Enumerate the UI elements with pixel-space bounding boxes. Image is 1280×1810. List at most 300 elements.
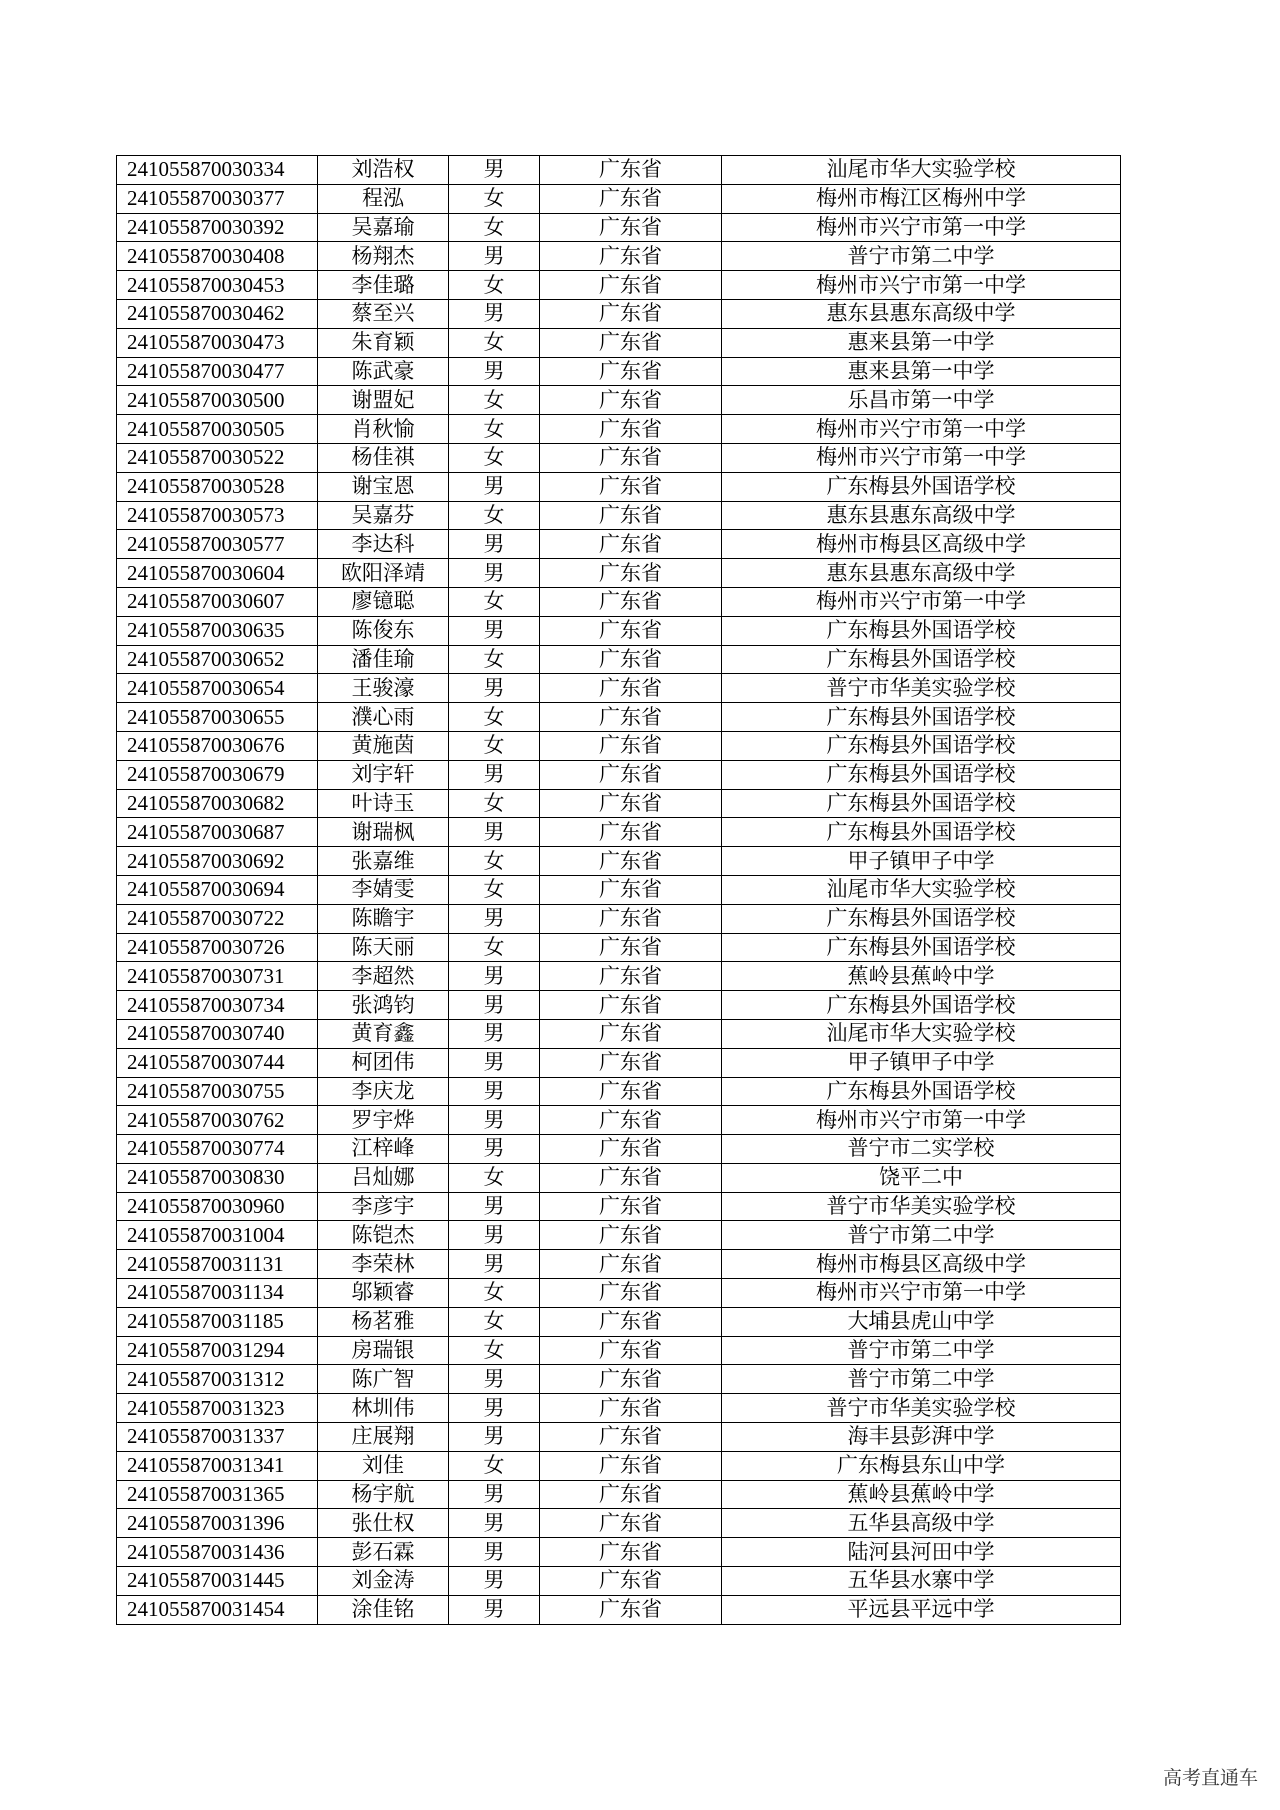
gender-cell: 女: [449, 501, 540, 530]
gender-cell: 男: [449, 357, 540, 386]
name-cell: 江梓峰: [318, 1135, 449, 1164]
gender-cell: 女: [449, 328, 540, 357]
name-cell: 庄展翔: [318, 1423, 449, 1452]
name-cell: 肖秋愉: [318, 415, 449, 444]
table-row: [117, 731, 1121, 760]
candidate-id-cell: 241055870030726: [117, 933, 318, 962]
gender-cell: 男: [449, 1019, 540, 1048]
gender-cell: 女: [449, 847, 540, 876]
candidate-id-cell: 241055870030505: [117, 415, 318, 444]
school-cell: 普宁市二实学校: [722, 1135, 1121, 1164]
gender-cell: 男: [449, 530, 540, 559]
gender-cell: 女: [449, 386, 540, 415]
school-cell: 梅州市兴宁市第一中学: [722, 415, 1121, 444]
table-row: [117, 501, 1121, 530]
school-cell: 汕尾市华大实验学校: [722, 1019, 1121, 1048]
name-cell: 李庆龙: [318, 1077, 449, 1106]
candidate-id-cell: 241055870030392: [117, 213, 318, 242]
candidate-id-cell: 241055870030477: [117, 357, 318, 386]
name-cell: 杨佳祺: [318, 443, 449, 472]
gender-cell: 男: [449, 1192, 540, 1221]
name-cell: 杨宇航: [318, 1480, 449, 1509]
table-row: [117, 703, 1121, 732]
candidate-id-cell: 241055870030676: [117, 731, 318, 760]
name-cell: 陈天丽: [318, 933, 449, 962]
candidate-id-cell: 241055870030408: [117, 242, 318, 271]
province-cell: 广东省: [540, 1509, 722, 1538]
table-row: [117, 645, 1121, 674]
school-cell: 梅州市兴宁市第一中学: [722, 1279, 1121, 1308]
gender-cell: 男: [449, 1106, 540, 1135]
candidate-id-cell: 241055870031341: [117, 1451, 318, 1480]
table-row: [117, 789, 1121, 818]
province-cell: 广东省: [540, 415, 722, 444]
province-cell: 广东省: [540, 933, 722, 962]
table-row: [117, 1192, 1121, 1221]
school-cell: 广东梅县外国语学校: [722, 818, 1121, 847]
gender-cell: 女: [449, 703, 540, 732]
gender-cell: 女: [449, 1279, 540, 1308]
candidate-id-cell: 241055870030960: [117, 1192, 318, 1221]
table-row: [117, 1307, 1121, 1336]
name-cell: 张仕权: [318, 1509, 449, 1538]
name-cell: 张鸿钧: [318, 991, 449, 1020]
table-row: [117, 904, 1121, 933]
school-cell: 广东梅县外国语学校: [722, 703, 1121, 732]
name-cell: 房瑞银: [318, 1336, 449, 1365]
gender-cell: 男: [449, 1394, 540, 1423]
school-cell: 广东梅县外国语学校: [722, 731, 1121, 760]
table-row: [117, 991, 1121, 1020]
gender-cell: 男: [449, 1423, 540, 1452]
name-cell: 刘浩权: [318, 156, 449, 185]
name-cell: 李婧雯: [318, 875, 449, 904]
school-cell: 五华县高级中学: [722, 1509, 1121, 1538]
candidate-id-cell: 241055870031337: [117, 1423, 318, 1452]
gender-cell: 男: [449, 1480, 540, 1509]
province-cell: 广东省: [540, 1480, 722, 1509]
province-cell: 广东省: [540, 1451, 722, 1480]
gender-cell: 女: [449, 1307, 540, 1336]
name-cell: 邬颖睿: [318, 1279, 449, 1308]
table-row: [117, 156, 1121, 185]
candidate-id-cell: 241055870030334: [117, 156, 318, 185]
province-cell: 广东省: [540, 789, 722, 818]
candidate-id-cell: 241055870030755: [117, 1077, 318, 1106]
province-cell: 广东省: [540, 1163, 722, 1192]
candidate-id-cell: 241055870030762: [117, 1106, 318, 1135]
name-cell: 陈瞻宇: [318, 904, 449, 933]
gender-cell: 男: [449, 1595, 540, 1624]
school-cell: 惠来县第一中学: [722, 328, 1121, 357]
table-row: [117, 1451, 1121, 1480]
table-row: [117, 587, 1121, 616]
name-cell: 谢宝恩: [318, 472, 449, 501]
school-cell: 广东梅县外国语学校: [722, 472, 1121, 501]
name-cell: 陈武豪: [318, 357, 449, 386]
gender-cell: 男: [449, 156, 540, 185]
gender-cell: 男: [449, 904, 540, 933]
gender-cell: 女: [449, 443, 540, 472]
school-cell: 广东梅县外国语学校: [722, 991, 1121, 1020]
school-cell: 普宁市华美实验学校: [722, 674, 1121, 703]
table-row: [117, 818, 1121, 847]
gender-cell: 男: [449, 818, 540, 847]
name-cell: 彭石霖: [318, 1538, 449, 1567]
table-row: [117, 386, 1121, 415]
candidate-id-cell: 241055870031445: [117, 1567, 318, 1596]
school-cell: 梅州市兴宁市第一中学: [722, 271, 1121, 300]
name-cell: 杨茗雅: [318, 1307, 449, 1336]
name-cell: 刘宇轩: [318, 760, 449, 789]
school-cell: 广东梅县外国语学校: [722, 645, 1121, 674]
table-row: [117, 415, 1121, 444]
candidate-id-cell: 241055870030377: [117, 184, 318, 213]
province-cell: 广东省: [540, 1279, 722, 1308]
table-row: [117, 559, 1121, 588]
school-cell: 普宁市第二中学: [722, 1336, 1121, 1365]
school-cell: 惠东县惠东高级中学: [722, 501, 1121, 530]
candidate-id-cell: 241055870031134: [117, 1279, 318, 1308]
school-cell: 蕉岭县蕉岭中学: [722, 1480, 1121, 1509]
province-cell: 广东省: [540, 1336, 722, 1365]
name-cell: 谢盟妃: [318, 386, 449, 415]
gender-cell: 女: [449, 184, 540, 213]
province-cell: 广东省: [540, 818, 722, 847]
name-cell: 吕灿娜: [318, 1163, 449, 1192]
table-row: [117, 299, 1121, 328]
name-cell: 朱育颖: [318, 328, 449, 357]
province-cell: 广东省: [540, 674, 722, 703]
table-row: [117, 1567, 1121, 1596]
province-cell: 广东省: [540, 1221, 722, 1250]
province-cell: 广东省: [540, 904, 722, 933]
table-row: [117, 184, 1121, 213]
candidate-id-cell: 241055870030607: [117, 587, 318, 616]
candidate-id-cell: 241055870030740: [117, 1019, 318, 1048]
candidate-id-cell: 241055870030473: [117, 328, 318, 357]
province-cell: 广东省: [540, 271, 722, 300]
province-cell: 广东省: [540, 1106, 722, 1135]
province-cell: 广东省: [540, 1567, 722, 1596]
province-cell: 广东省: [540, 1019, 722, 1048]
gender-cell: 女: [449, 271, 540, 300]
table-row: [117, 357, 1121, 386]
province-cell: 广东省: [540, 703, 722, 732]
table-row: [117, 760, 1121, 789]
table-row: [117, 1365, 1121, 1394]
name-cell: 刘金涛: [318, 1567, 449, 1596]
candidate-id-cell: 241055870031365: [117, 1480, 318, 1509]
candidate-id-cell: 241055870030528: [117, 472, 318, 501]
name-cell: 濮心雨: [318, 703, 449, 732]
candidate-id-cell: 241055870030573: [117, 501, 318, 530]
province-cell: 广东省: [540, 386, 722, 415]
watermark-text: 高考直通车: [1162, 1767, 1258, 1789]
candidate-id-cell: 241055870030604: [117, 559, 318, 588]
table-row: [117, 1423, 1121, 1452]
school-cell: 梅州市兴宁市第一中学: [722, 213, 1121, 242]
school-cell: 梅州市梅县区高级中学: [722, 530, 1121, 559]
name-cell: 陈俊东: [318, 616, 449, 645]
province-cell: 广东省: [540, 501, 722, 530]
candidate-id-cell: 241055870030654: [117, 674, 318, 703]
candidate-id-cell: 241055870031396: [117, 1509, 318, 1538]
province-cell: 广东省: [540, 357, 722, 386]
candidate-id-cell: 241055870030734: [117, 991, 318, 1020]
name-cell: 黄育鑫: [318, 1019, 449, 1048]
school-cell: 甲子镇甲子中学: [722, 847, 1121, 876]
province-cell: 广东省: [540, 242, 722, 271]
candidate-id-cell: 241055870030679: [117, 760, 318, 789]
gender-cell: 男: [449, 1509, 540, 1538]
table-row: [117, 875, 1121, 904]
gender-cell: 男: [449, 991, 540, 1020]
school-cell: 普宁市华美实验学校: [722, 1192, 1121, 1221]
gender-cell: 男: [449, 1221, 540, 1250]
candidate-id-cell: 241055870030577: [117, 530, 318, 559]
province-cell: 广东省: [540, 847, 722, 876]
table-row: [117, 1135, 1121, 1164]
gender-cell: 男: [449, 1077, 540, 1106]
gender-cell: 男: [449, 674, 540, 703]
candidate-id-cell: 241055870030731: [117, 962, 318, 991]
province-cell: 广东省: [540, 559, 722, 588]
school-cell: 惠东县惠东高级中学: [722, 299, 1121, 328]
name-cell: 杨翔杰: [318, 242, 449, 271]
school-cell: 平远县平远中学: [722, 1595, 1121, 1624]
candidate-id-cell: 241055870031454: [117, 1595, 318, 1624]
table-row: [117, 271, 1121, 300]
school-cell: 乐昌市第一中学: [722, 386, 1121, 415]
school-cell: 普宁市第二中学: [722, 1221, 1121, 1250]
candidate-id-cell: 241055870030522: [117, 443, 318, 472]
candidate-id-cell: 241055870030830: [117, 1163, 318, 1192]
province-cell: 广东省: [540, 472, 722, 501]
gender-cell: 女: [449, 1163, 540, 1192]
table-row: [117, 1048, 1121, 1077]
province-cell: 广东省: [540, 1538, 722, 1567]
province-cell: 广东省: [540, 1365, 722, 1394]
gender-cell: 女: [449, 645, 540, 674]
province-cell: 广东省: [540, 760, 722, 789]
candidate-id-cell: 241055870030694: [117, 875, 318, 904]
candidate-id-cell: 241055870031436: [117, 1538, 318, 1567]
province-cell: 广东省: [540, 1394, 722, 1423]
table-row: [117, 1250, 1121, 1279]
candidate-id-cell: 241055870031185: [117, 1307, 318, 1336]
table-row: [117, 1509, 1121, 1538]
name-cell: 李彦宇: [318, 1192, 449, 1221]
school-cell: 大埔县虎山中学: [722, 1307, 1121, 1336]
table-row: [117, 1394, 1121, 1423]
school-cell: 惠东县惠东高级中学: [722, 559, 1121, 588]
name-cell: 程泓: [318, 184, 449, 213]
school-cell: 广东梅县外国语学校: [722, 1077, 1121, 1106]
gender-cell: 男: [449, 962, 540, 991]
candidate-id-cell: 241055870030453: [117, 271, 318, 300]
candidate-id-cell: 241055870030774: [117, 1135, 318, 1164]
province-cell: 广东省: [540, 1250, 722, 1279]
table-row: [117, 1595, 1121, 1624]
school-cell: 广东梅县外国语学校: [722, 933, 1121, 962]
school-cell: 普宁市第二中学: [722, 242, 1121, 271]
gender-cell: 女: [449, 875, 540, 904]
province-cell: 广东省: [540, 156, 722, 185]
province-cell: 广东省: [540, 1077, 722, 1106]
candidate-id-cell: 241055870030652: [117, 645, 318, 674]
name-cell: 李佳璐: [318, 271, 449, 300]
candidate-id-cell: 241055870031131: [117, 1250, 318, 1279]
table-row: [117, 443, 1121, 472]
name-cell: 涂佳铭: [318, 1595, 449, 1624]
table-row: [117, 472, 1121, 501]
province-cell: 广东省: [540, 328, 722, 357]
name-cell: 张嘉维: [318, 847, 449, 876]
table-row: [117, 1163, 1121, 1192]
name-cell: 刘佳: [318, 1451, 449, 1480]
school-cell: 梅州市兴宁市第一中学: [722, 1106, 1121, 1135]
province-cell: 广东省: [540, 184, 722, 213]
school-cell: 广东梅县外国语学校: [722, 616, 1121, 645]
table-row: [117, 1106, 1121, 1135]
school-cell: 惠来县第一中学: [722, 357, 1121, 386]
candidate-id-cell: 241055870031294: [117, 1336, 318, 1365]
candidate-id-cell: 241055870030635: [117, 616, 318, 645]
name-cell: 吴嘉瑜: [318, 213, 449, 242]
gender-cell: 男: [449, 760, 540, 789]
gender-cell: 男: [449, 299, 540, 328]
name-cell: 潘佳瑜: [318, 645, 449, 674]
name-cell: 罗宇烨: [318, 1106, 449, 1135]
province-cell: 广东省: [540, 1135, 722, 1164]
school-cell: 汕尾市华大实验学校: [722, 156, 1121, 185]
candidate-id-cell: 241055870031323: [117, 1394, 318, 1423]
candidate-id-cell: 241055870030692: [117, 847, 318, 876]
name-cell: 林圳伟: [318, 1394, 449, 1423]
table-row: [117, 213, 1121, 242]
table-row: [117, 328, 1121, 357]
gender-cell: 男: [449, 242, 540, 271]
school-cell: 汕尾市华大实验学校: [722, 875, 1121, 904]
province-cell: 广东省: [540, 443, 722, 472]
school-cell: 梅州市兴宁市第一中学: [722, 587, 1121, 616]
school-cell: 蕉岭县蕉岭中学: [722, 962, 1121, 991]
province-cell: 广东省: [540, 1192, 722, 1221]
name-cell: 欧阳泽靖: [318, 559, 449, 588]
candidate-id-cell: 241055870030462: [117, 299, 318, 328]
school-cell: 广东梅县外国语学校: [722, 760, 1121, 789]
name-cell: 柯团伟: [318, 1048, 449, 1077]
candidate-id-cell: 241055870030500: [117, 386, 318, 415]
gender-cell: 男: [449, 1250, 540, 1279]
school-cell: 普宁市第二中学: [722, 1365, 1121, 1394]
school-cell: 陆河县河田中学: [722, 1538, 1121, 1567]
name-cell: 王骏濠: [318, 674, 449, 703]
table-row: [117, 1077, 1121, 1106]
province-cell: 广东省: [540, 875, 722, 904]
gender-cell: 女: [449, 587, 540, 616]
school-cell: 广东梅县外国语学校: [722, 789, 1121, 818]
gender-cell: 女: [449, 731, 540, 760]
school-cell: 海丰县彭湃中学: [722, 1423, 1121, 1452]
table-row: [117, 616, 1121, 645]
name-cell: 李超然: [318, 962, 449, 991]
name-cell: 黄施茵: [318, 731, 449, 760]
province-cell: 广东省: [540, 645, 722, 674]
province-cell: 广东省: [540, 962, 722, 991]
name-cell: 陈铠杰: [318, 1221, 449, 1250]
candidate-id-cell: 241055870030744: [117, 1048, 318, 1077]
gender-cell: 女: [449, 933, 540, 962]
table-row: [117, 530, 1121, 559]
candidate-id-cell: 241055870030722: [117, 904, 318, 933]
province-cell: 广东省: [540, 991, 722, 1020]
province-cell: 广东省: [540, 299, 722, 328]
school-cell: 广东梅县外国语学校: [722, 904, 1121, 933]
school-cell: 广东梅县东山中学: [722, 1451, 1121, 1480]
table-row: [117, 1480, 1121, 1509]
name-cell: 蔡至兴: [318, 299, 449, 328]
school-cell: 饶平二中: [722, 1163, 1121, 1192]
school-cell: 梅州市梅江区梅州中学: [722, 184, 1121, 213]
name-cell: 廖镱聪: [318, 587, 449, 616]
gender-cell: 男: [449, 1048, 540, 1077]
gender-cell: 男: [449, 1538, 540, 1567]
gender-cell: 男: [449, 1365, 540, 1394]
gender-cell: 女: [449, 415, 540, 444]
table-row: [117, 962, 1121, 991]
school-cell: 普宁市华美实验学校: [722, 1394, 1121, 1423]
table-row: [117, 1538, 1121, 1567]
province-cell: 广东省: [540, 530, 722, 559]
table-row: [117, 242, 1121, 271]
gender-cell: 女: [449, 1336, 540, 1365]
table-row: [117, 1336, 1121, 1365]
candidate-id-cell: 241055870030682: [117, 789, 318, 818]
table-row: [117, 674, 1121, 703]
table-row: [117, 933, 1121, 962]
name-cell: 李达科: [318, 530, 449, 559]
province-cell: 广东省: [540, 1048, 722, 1077]
province-cell: 广东省: [540, 1595, 722, 1624]
candidate-id-cell: 241055870031004: [117, 1221, 318, 1250]
gender-cell: 男: [449, 616, 540, 645]
name-cell: 陈广智: [318, 1365, 449, 1394]
gender-cell: 男: [449, 1567, 540, 1596]
table-row: [117, 1019, 1121, 1048]
name-cell: 李荣林: [318, 1250, 449, 1279]
school-cell: 梅州市梅县区高级中学: [722, 1250, 1121, 1279]
gender-cell: 女: [449, 213, 540, 242]
province-cell: 广东省: [540, 587, 722, 616]
table-row: [117, 847, 1121, 876]
gender-cell: 女: [449, 1451, 540, 1480]
gender-cell: 男: [449, 559, 540, 588]
school-cell: 五华县水寨中学: [722, 1567, 1121, 1596]
table-row: [117, 1279, 1121, 1308]
name-cell: 叶诗玉: [318, 789, 449, 818]
admission-list-table: [116, 155, 1121, 1625]
province-cell: 广东省: [540, 213, 722, 242]
candidate-id-cell: 241055870031312: [117, 1365, 318, 1394]
school-cell: 梅州市兴宁市第一中学: [722, 443, 1121, 472]
gender-cell: 男: [449, 1135, 540, 1164]
candidate-id-cell: 241055870030687: [117, 818, 318, 847]
school-cell: 甲子镇甲子中学: [722, 1048, 1121, 1077]
candidate-id-cell: 241055870030655: [117, 703, 318, 732]
name-cell: 谢瑞枫: [318, 818, 449, 847]
